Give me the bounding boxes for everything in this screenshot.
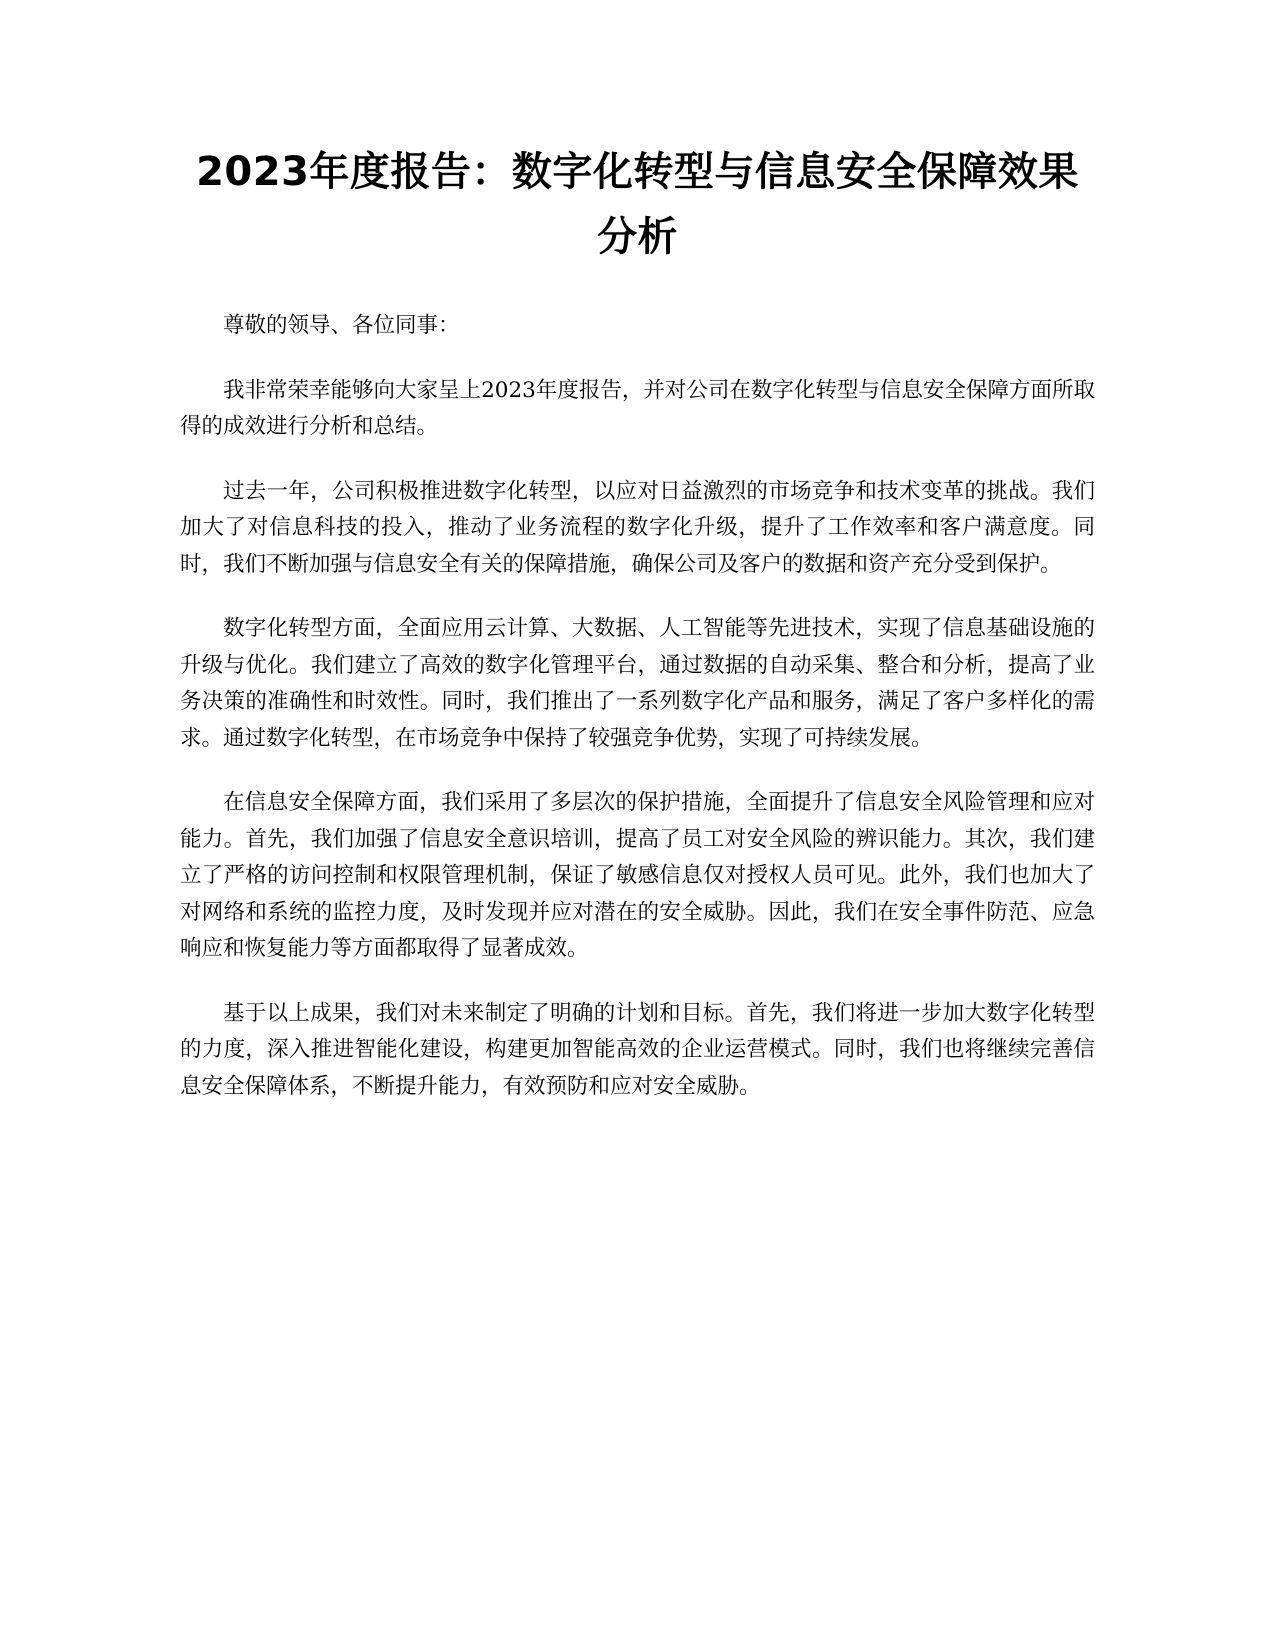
salutation-paragraph: 尊敬的领导、各位同事：: [223, 313, 460, 338]
document-title: 2023年度报告：数字化转型与信息安全保障效果分析: [196, 149, 1079, 260]
review-paragraph: 过去一年，公司积极推进数字化转型，以应对日益激烈的市场竞争和技术变革的挑战。我们加大了对信息科技的投入，推动了业务流程的数字化升级，提升了工作效率和客户满意度。同时，我们不断加强与信息安全有关的保障措施，确保公司及客户的数据和资产充分受到保护。: [180, 478, 1095, 577]
intro-paragraph: 我非常荣幸能够向大家呈上2023年度报告，并对公司在数字化转型与信息安全保障方面所取得的成效进行分析和总结。: [180, 377, 1095, 439]
digital-transformation-paragraph: 数字化转型方面，全面应用云计算、大数据、人工智能等先进技术，实现了信息基础设施的升级与优化。我们建立了高效的数字化管理平台，通过数据的自动采集、整合和分析，提高了业务决策的准确性和时效性。同时，我们推出了一系列数字化产品和服务，满足了客户多样化的需求。通过数字化转型，在市场竞争中保持了较强竞争优势，实现了可持续发展。: [180, 616, 1095, 751]
future-plans-paragraph: 基于以上成果，我们对未来制定了明确的计划和目标。首先，我们将进一步加大数字化转型的力度，深入推进智能化建设，构建更加智能高效的企业运营模式。同时，我们也将继续完善信息安全保障体系，不断提升能力，有效预防和应对安全威胁。: [180, 1000, 1095, 1099]
information-security-paragraph: 在信息安全保障方面，我们采用了多层次的保护措施，全面提升了信息安全风险管理和应对能力。首先，我们加强了信息安全意识培训，提高了员工对安全风险的辨识能力。其次，我们建立了严格的访问控制和权限管理机制，保证了敏感信息仅对授权人员可见。此外，我们也加大了对网络和系统的监控力度，及时发现并应对潜在的安全威胁。因此，我们在安全事件防范、应急响应和恢复能力等方面都取得了显著成效。: [180, 790, 1095, 961]
document-body: [180, 308, 1095, 1133]
